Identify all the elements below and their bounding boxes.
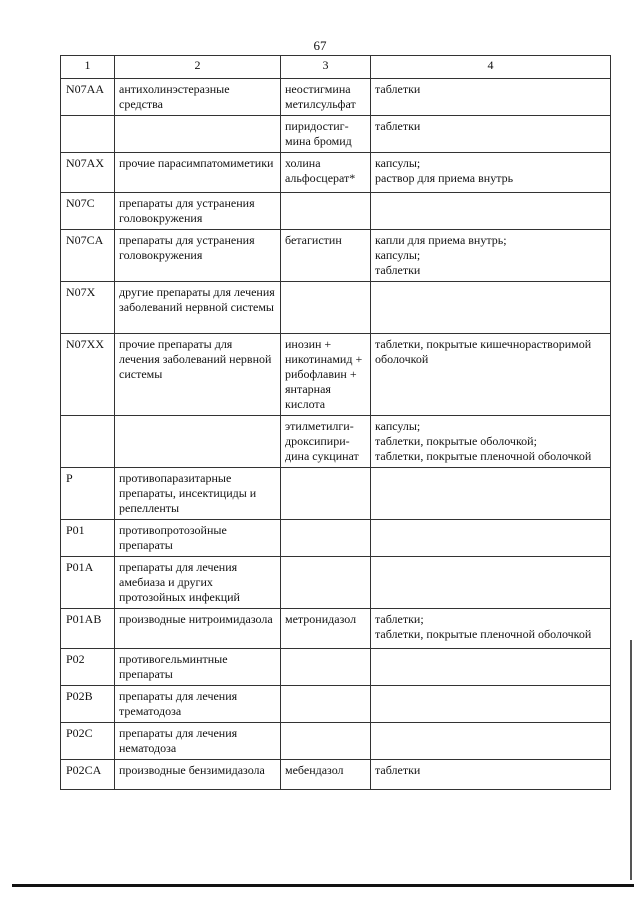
dosage-forms-cell <box>371 334 611 416</box>
table-row <box>61 282 611 334</box>
dosage-forms-cell <box>371 193 611 230</box>
table-row <box>61 649 611 686</box>
drug-name-cell <box>281 723 371 760</box>
page-number: 67 <box>313 38 327 53</box>
table-row <box>61 760 611 790</box>
atc-code-cell <box>61 416 115 468</box>
table-row <box>61 557 611 609</box>
group-name-cell: препараты для устранения головокружения <box>115 230 281 282</box>
atc-code-cell: P02C <box>61 723 115 760</box>
drug-name-cell <box>281 557 371 609</box>
atc-code-cell: P01 <box>61 520 115 557</box>
atc-code-cell: N07XX <box>61 334 115 416</box>
group-name-cell: противопаразитарные препараты, инсектициды и репелленты <box>115 468 281 520</box>
dosage-forms-cell <box>371 116 611 153</box>
drug-name-cell: пиридостиг-мина бромид <box>281 116 371 153</box>
drug-table <box>60 55 611 790</box>
drug-name-cell <box>281 686 371 723</box>
dosage-forms-cell <box>371 153 611 193</box>
col-header-2: 2 <box>115 56 281 79</box>
dosage-form-line: капли для приема внутрь; <box>375 233 507 247</box>
dosage-forms-cell <box>371 468 611 520</box>
dosage-forms-cell <box>371 686 611 723</box>
group-name-cell: производные бензимидазола <box>115 760 281 790</box>
dosage-form-line: капсулы; <box>375 419 421 433</box>
dosage-form-line: таблетки <box>375 119 421 133</box>
atc-code-cell: P01A <box>61 557 115 609</box>
table-row <box>61 416 611 468</box>
table-row <box>61 79 611 116</box>
dosage-forms-cell <box>371 282 611 334</box>
table-row <box>61 468 611 520</box>
group-name-cell <box>115 116 281 153</box>
atc-code-cell: P02 <box>61 649 115 686</box>
dosage-forms-cell <box>371 520 611 557</box>
atc-code-cell: N07X <box>61 282 115 334</box>
dosage-forms-cell <box>371 416 611 468</box>
dosage-form-line: таблетки, покрытые пленочной оболочкой <box>375 627 592 641</box>
dosage-form-line: таблетки, покрытые пленочной оболочкой <box>375 449 592 463</box>
dosage-forms-cell <box>371 609 611 649</box>
dosage-form-line: таблетки <box>375 763 421 777</box>
drug-name-cell <box>281 193 371 230</box>
drug-name-cell: метронидазол <box>281 609 371 649</box>
drug-name-cell: мебендазол <box>281 760 371 790</box>
drug-name-cell: этилметилги-дроксипири-дина сукцинат <box>281 416 371 468</box>
group-name-cell: препараты для лечения трематодоза <box>115 686 281 723</box>
table-row <box>61 193 611 230</box>
group-name-cell <box>115 416 281 468</box>
header-row <box>61 56 611 79</box>
group-name-cell: прочие парасимпатомиметики <box>115 153 281 193</box>
atc-code-cell: N07AA <box>61 79 115 116</box>
dosage-form-line: таблетки, покрытые оболочкой; <box>375 434 537 448</box>
atc-code-cell: N07C <box>61 193 115 230</box>
table-row <box>61 520 611 557</box>
dosage-forms-cell <box>371 557 611 609</box>
dosage-form-line: таблетки, покрытые кишечнорастворимой оболочкой <box>375 337 592 366</box>
drug-name-cell <box>281 649 371 686</box>
group-name-cell: другие препараты для лечения заболеваний нервной системы <box>115 282 281 334</box>
drug-name-cell <box>281 520 371 557</box>
dosage-forms-cell <box>371 649 611 686</box>
dosage-forms-cell <box>371 79 611 116</box>
drug-name-cell: холина альфосцерат* <box>281 153 371 193</box>
group-name-cell: прочие препараты для лечения заболеваний нервной системы <box>115 334 281 416</box>
atc-code-cell: N07AX <box>61 153 115 193</box>
drug-name-cell: бетагистин <box>281 230 371 282</box>
group-name-cell: препараты для устранения головокружения <box>115 193 281 230</box>
atc-code-cell <box>61 116 115 153</box>
drug-name-cell: неостигмина метилсульфат <box>281 79 371 116</box>
drug-name-cell <box>281 282 371 334</box>
col-header-3: 3 <box>281 56 371 79</box>
table-row <box>61 609 611 649</box>
atc-code-cell: P <box>61 468 115 520</box>
right-edge-rule <box>630 640 632 880</box>
dosage-forms-cell <box>371 230 611 282</box>
group-name-cell: противогельминтные препараты <box>115 649 281 686</box>
table-row <box>61 334 611 416</box>
drug-name-cell <box>281 468 371 520</box>
dosage-form-line: капсулы; <box>375 248 421 262</box>
col-header-1: 1 <box>61 56 115 79</box>
group-name-cell: производные нитроимидазола <box>115 609 281 649</box>
atc-code-cell: P02B <box>61 686 115 723</box>
group-name-cell: препараты для лечения нематодоза <box>115 723 281 760</box>
atc-code-cell: P02CA <box>61 760 115 790</box>
drug-name-cell: инозин + никотинамид + рибофлавин + янтарная кислота <box>281 334 371 416</box>
col-header-4: 4 <box>371 56 611 79</box>
dosage-forms-cell <box>371 723 611 760</box>
dosage-form-line: таблетки <box>375 82 421 96</box>
dosage-form-line: раствор для приема внутрь <box>375 171 514 185</box>
group-name-cell: противопротозойные препараты <box>115 520 281 557</box>
table-row <box>61 153 611 193</box>
bottom-rule <box>12 884 634 887</box>
dosage-forms-cell <box>371 760 611 790</box>
table-row <box>61 116 611 153</box>
table-row <box>61 230 611 282</box>
table-row <box>61 686 611 723</box>
dosage-form-line: капсулы; <box>375 156 421 170</box>
atc-code-cell: P01AB <box>61 609 115 649</box>
table-row <box>61 723 611 760</box>
dosage-form-line: таблетки; <box>375 612 424 626</box>
atc-code-cell: N07CA <box>61 230 115 282</box>
group-name-cell: препараты для лечения амебиаза и других протозойных инфекций <box>115 557 281 609</box>
dosage-form-line: таблетки <box>375 263 421 277</box>
group-name-cell: антихолинэстеразные средства <box>115 79 281 116</box>
